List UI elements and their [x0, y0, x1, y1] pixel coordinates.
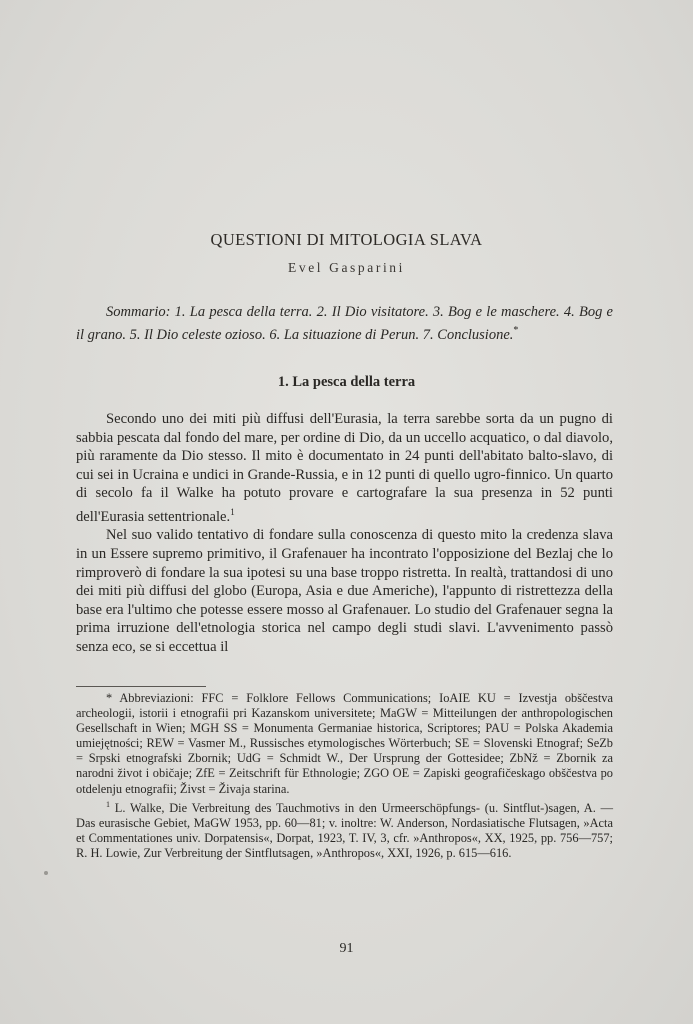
- footnote-reference: 1: [230, 506, 235, 517]
- footnote-mark: 1: [106, 799, 110, 809]
- summary: [76, 303, 613, 344]
- body-text: [76, 410, 613, 657]
- summary-note-mark: *: [513, 324, 519, 336]
- paragraph-text: Secondo uno dei miti più diffusi dell'Eurasia, la terra sarebbe sorta da un pugno di sabbia pescata dal fondo del mare, per ordine di Dio, da un uccello acquatico, o dal diavolo, più raramente da Dio stesso. Il mito è documentato in 24 punti dell'abitato balto-slavo, di cui sei in Ucraina e undici in Grande-Russia, e in 12 punti di quello ugro-finnico. Un quarto di secolo fa il Walke ha potuto provare e cartografare la sua presenza in 52 punti dell'Eurasia settentrionale.: [76, 411, 613, 525]
- page-number: 91: [339, 941, 354, 956]
- footnote: [76, 691, 613, 797]
- footnotes: [76, 691, 613, 861]
- paragraph-text: Nel suo valido tentativo di fondare sulla conoscenza di questo mito la credenza slava in un Essere supremo primitivo, il Grafenauer ha incontrato l'opposizione del Bezlaj che lo rimproverò di fondare la sua ipotesi su una base troppo ristretta. In realtà, trattandosi di uno dei miti più diffusi del globo (Europa, Asia e due Americhe), l'appunto di ristrettezza della base era l'ultimo che potesse essere mosso al Grafenauer. Lo studio del Grafenauer segna la prima irruzione dell'etnologia storica nel campo degli studi slavi. L'avvenimento passò senza eco, se si eccettua il: [76, 527, 613, 655]
- section-heading: 1. La pesca della terra: [277, 374, 416, 390]
- article-title: QUESTIONI DI MITOLOGIA SLAVA: [210, 230, 483, 249]
- footnote: [76, 797, 613, 862]
- paragraph: [76, 410, 613, 526]
- scan-speck: [44, 871, 48, 875]
- footnote-text: L. Walke, Die Verbreitung des Tauchmotivs in den Urmeerschöpfungs- (u. Sintflut-)sagen, A. — Das eurasische Gebiet, MaGW 1953, pp. 60—81; v. inoltre: W. Anderson, Nordasiatische Flutsagen, »Acta et Commentationes univ. Dorpatensis«, Dorpat, 1923, T. IV, 3, cfr. »Anthropos«, XX, 1925, pp. 756—757; R. H. Lowie, Zur Verbreitung der Sintflutsagen, »Anthropos«, XXI, 1926, p. 615—616.: [76, 800, 613, 861]
- footnote-rule: [76, 686, 206, 687]
- footnote-mark: *: [106, 691, 113, 705]
- footnote-text: Abbreviazioni: FFC = Folklore Fellows Communications; IoAIE KU = Izvestja obščestva archeologii, istorii i etnografii pri Kazanskom universitete; MaGW = Mitteilungen der anthropologischen Gesellschaft in Wien; MGH SS = Monumenta Germaniae historica, Scriptores; PAU = Polska Akademia umiejętności; REW = Vasmer M., Russisches etymologisches Wörterbuch; SE = Slovenski Etnograf; SeZb = Srpski etnografski Zbornik; UdG = Schmidt W., Der Ursprung der Gottesidee; ZbNž = Zbornik za narodni život i običaje; ZfE = Zeitschrift für Ethnologie; ZGO OE = Zapiski geografičeskago obščestva po otdelenju etnografii; Živst = Živaja starina.: [76, 691, 613, 796]
- summary-text: Sommario: 1. La pesca della terra. 2. Il Dio visitatore. 3. Bog e le maschere. 4. Bog e il grano. 5. Il Dio celeste ozioso. 6. La situazione di Perun. 7. Conclusione.: [76, 304, 613, 343]
- author-name: Evel Gasparini: [288, 260, 405, 275]
- paragraph: [76, 526, 613, 656]
